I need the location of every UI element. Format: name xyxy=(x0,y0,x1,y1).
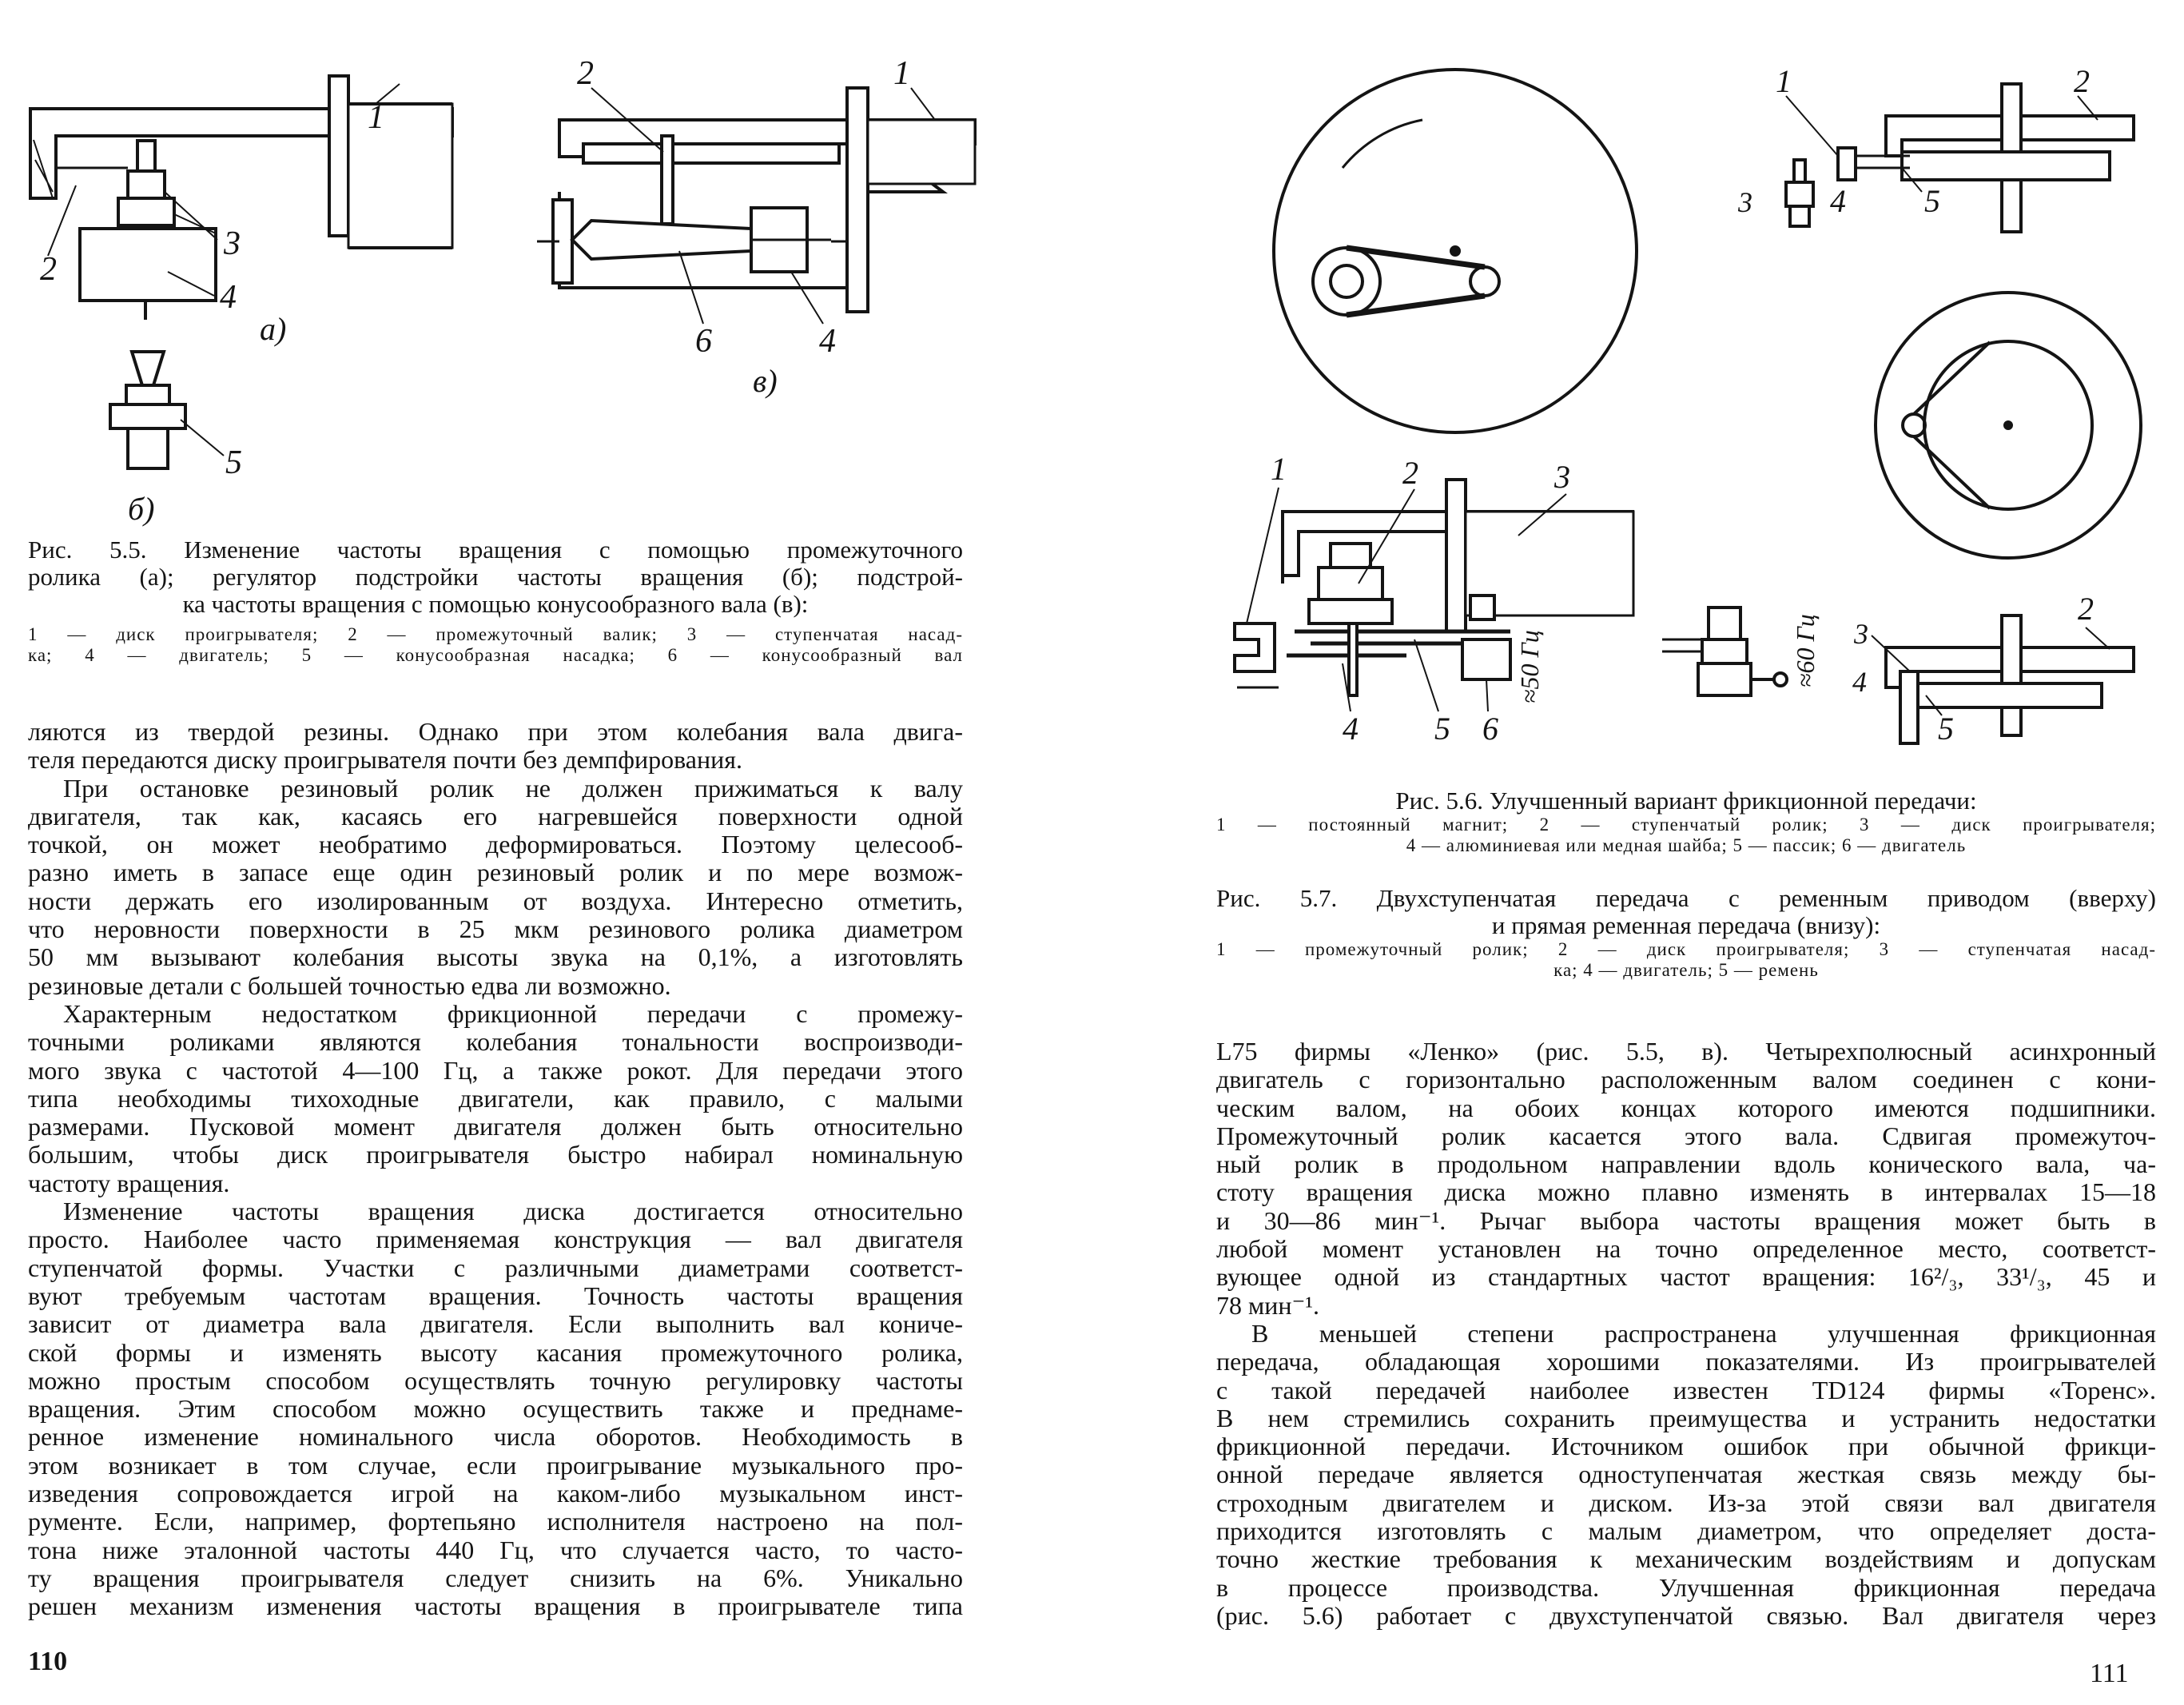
fig-a-label-2: 2 xyxy=(40,251,57,288)
caption-line: и прямая ременная передача (внизу): xyxy=(1491,911,1881,939)
figure-5-7-motor-and-side-view xyxy=(1662,591,2134,747)
caption-line: ролика (а); регулятор подстройки частоты вращения (б); подстрой- xyxy=(28,563,963,591)
text-line: любой момент установлен на точно определенное место, соответст- xyxy=(1216,1234,2156,1264)
text-line: и 30—86 мин⁻¹. Рычаг выбора частоты вращения может быть в xyxy=(1216,1205,2156,1235)
legend-line: 1 — постоянный магнит; 2 — ступенчатый ролик; 3 — диск проигрывателя; xyxy=(1216,815,2156,835)
text-line: Изменение частоты вращения диска достигается относительно xyxy=(63,1197,963,1226)
figure-5-5-caption xyxy=(28,536,963,666)
text-line: частоту вращения. xyxy=(28,1168,230,1197)
text-line: 50 мм вызывают колебания высоты звука на 0,1%, а изготовлять xyxy=(28,942,963,972)
text-line: ступенчатой формы. Участки с различными диаметрами соответст- xyxy=(28,1253,963,1282)
fig-5-6-label-2: 2 xyxy=(1402,455,1418,491)
text-line: можно простым способом осуществлять точную регулировку частоты xyxy=(28,1365,963,1395)
fig-5-7-bottom-label-4: 4 xyxy=(1852,666,1867,698)
fig-5-6-label-5: 5 xyxy=(1434,711,1450,747)
fig-b-caption-letter: б) xyxy=(128,491,155,527)
text-line: двигатель с горизонтально расположенным валом соединен с кони- xyxy=(1216,1065,2156,1094)
text-line: передача, обладающая хорошими показателями. Из проигрывателей xyxy=(1216,1347,2156,1376)
fig-5-6-label-4: 4 xyxy=(1343,711,1359,747)
text-line: точно жесткие требования к механическим воздействиям и допускам xyxy=(1216,1544,2156,1574)
text-line: двигателя, так как, касаясь его нагревшейся поверхности одной xyxy=(28,801,963,831)
text-line: В меньшей степени распространена улучшенная фрикционная xyxy=(1251,1318,2156,1348)
figure-5-7-caption xyxy=(1216,885,2156,981)
text-line: (рис. 5.6) работает с двухступенчатой связью. Вал двигателя через xyxy=(1216,1600,2156,1630)
fig-5-7-label-4: 4 xyxy=(1830,183,1846,219)
figure-5-7-top xyxy=(1737,63,2134,232)
fig-5-6-label-1: 1 xyxy=(1271,451,1287,487)
fig-5-7-label-3: 3 xyxy=(1738,186,1752,218)
fig-5-7-label-5: 5 xyxy=(1924,183,1940,219)
text-line: типа необходимы тихоходные двигатели, как правило, с малыми xyxy=(28,1083,963,1113)
fig-v-label-1: 1 xyxy=(893,55,910,92)
text-line: с такой передачей наиболее известен TD124 фирмы «Торенс». xyxy=(1216,1375,2156,1404)
text-line: В нем стремились сохранить преимущества и устранить недостатки xyxy=(1216,1403,2156,1432)
caption-line: Рис. 5.6. Улучшенный вариант фрикционной передачи: xyxy=(1395,787,1977,815)
text-line: большим, чтобы диск проигрывателя быстро набирал номинальную xyxy=(28,1140,963,1169)
legend-line: ка; 4 — двигатель; 5 — ремень xyxy=(1553,960,1819,980)
text-line: в процессе производства. Улучшенная фрикционная передача xyxy=(1216,1572,2156,1602)
text-line: ный ролик в продольном направлении вдоль конического вала, ча- xyxy=(1216,1149,2156,1179)
text-line: 78 мин⁻¹. xyxy=(1216,1290,1319,1320)
fig-b-label-5: 5 xyxy=(225,444,242,481)
fig-5-6-label-3: 3 xyxy=(1554,459,1570,495)
text-line: резиновые детали с большей точностью едва ли возможно. xyxy=(28,970,671,1000)
figure-5-6-caption xyxy=(1216,787,2156,856)
text-line: L75 фирмы «Ленко» (рис. 5.5, в). Четырехполюсный асинхронный xyxy=(1216,1037,2156,1066)
fig-5-7-bottom-label-3: 3 xyxy=(1854,618,1868,650)
figure-5-6-side-view xyxy=(1235,451,1634,747)
fig-5-7-label-1: 1 xyxy=(1776,63,1792,99)
left-page-body-text xyxy=(28,718,963,1621)
fig-5-7-frequency-label: ≈60 Гц xyxy=(1791,614,1820,687)
figure-5-5-a xyxy=(30,76,452,560)
legend-line: ка; 4 — двигатель; 5 — конусообразная насадка; 6 — конусообразный вал xyxy=(28,645,963,665)
text-line: точкой, он может необратимо деформироваться. Поэтому целесооб- xyxy=(28,830,963,859)
caption-line: ка частоты вращения с помощью конусообразного вала (в): xyxy=(182,590,809,618)
legend-line: 4 — алюминиевая или медная шайба; 5 — пассик; 6 — двигатель xyxy=(1406,835,1967,855)
text-line: строходным двигателем и диском. Из-за этой связи вал двигателя xyxy=(1216,1488,2156,1517)
text-line: вующее одной из стандартных частот вращения: 16²/₃, 33¹/₃, 45 и xyxy=(1216,1262,2156,1292)
text-line: ренное изменение номинального числа оборотов. Необходимость в xyxy=(28,1422,963,1452)
fig-v-caption-letter: в) xyxy=(753,363,778,399)
text-line: разно иметь в запасе еще один резиновый ролик и по мере возмож- xyxy=(28,858,963,887)
fig-5-6-label-6: 6 xyxy=(1482,711,1498,747)
text-line: ляются из твердой резины. Однако при этом колебания вала двига- xyxy=(28,717,963,746)
text-line: зависит от диаметра вала двигателя. Если выполнить вал кониче- xyxy=(28,1309,963,1339)
fig-a-caption-letter: а) xyxy=(260,311,287,347)
figure-5-7-bottom-top-view xyxy=(1876,293,2141,558)
caption-line: Рис. 5.5. Изменение частоты вращения с помощью промежуточного xyxy=(28,536,963,564)
text-line: рументе. Если, например, фортепьяно исполнителя настроено на пол- xyxy=(28,1507,963,1536)
text-line: онной передаче является одноступенчатая жесткая связь между бы- xyxy=(1216,1460,2156,1489)
text-line: Промежуточный ролик касается этого вала. Сдвигая промежуточ- xyxy=(1216,1121,2156,1150)
text-line: ту вращения проигрывателя следует снизить на 6%. Уникально xyxy=(28,1563,963,1592)
fig-v-label-4: 4 xyxy=(819,323,836,360)
caption-line: Рис. 5.7. Двухступенчатая передача с ременным приводом (вверху) xyxy=(1216,884,2156,912)
right-page-body-text xyxy=(1216,1038,2156,1630)
text-line: просто. Наиболее часто применяемая конструкция — вал двигателя xyxy=(28,1225,963,1254)
fig-a-label-4: 4 xyxy=(220,279,237,316)
text-line: вуют требуемым частотам вращения. Точность частоты вращения xyxy=(28,1281,963,1310)
page-number-right: 111 xyxy=(2090,1659,2129,1688)
legend-line: 1 — промежуточный ролик; 2 — диск проигрывателя; 3 — ступенчатая насад- xyxy=(1216,939,2156,959)
text-line: вращения. Этим способом можно осуществить также и преднаме- xyxy=(28,1394,963,1424)
fig-v-label-2: 2 xyxy=(577,55,594,92)
text-line: что неровности поверхности в 25 мкм резинового ролика диаметром xyxy=(28,914,963,944)
fig-a-label-1: 1 xyxy=(368,99,384,136)
text-line: изведения сопровождается игрой на каком-либо музыкальном инст- xyxy=(28,1479,963,1508)
legend-line: 1 — диск проигрывателя; 2 — промежуточный валик; 3 — ступенчатая насад- xyxy=(28,624,963,644)
text-line: ческим валом, на обоих концах которого имеются подшипники. xyxy=(1216,1093,2156,1122)
fig-a-label-3: 3 xyxy=(224,225,241,262)
fig-5-6-frequency-label: ≈50 Гц xyxy=(1515,630,1544,703)
text-line: точными роликами являются колебания тональности воспроизводи- xyxy=(28,1027,963,1057)
figure-5-5-v xyxy=(537,55,975,399)
text-line: фрикционной передачи. Источником ошибок при обычной фрикци- xyxy=(1216,1432,2156,1461)
fig-v-label-6: 6 xyxy=(695,323,712,360)
text-line: тона ниже эталонной частоты 440 Гц, что случается часто, то часто- xyxy=(28,1535,963,1564)
text-line: ности держать его изолированным от воздуха. Интересно отметить, xyxy=(28,886,963,915)
text-line: ской формы и изменять высоту касания промежуточного ролика, xyxy=(28,1337,963,1367)
text-line: мого звука с частотой 4—100 Гц, а также рокот. Для передачи этого xyxy=(28,1055,963,1085)
figure-5-5-b xyxy=(110,352,242,527)
text-line: этом возникает в том случае, если проигрывание музыкального про- xyxy=(28,1450,963,1480)
page-number-left: 110 xyxy=(28,1647,68,1676)
text-line: Характерным недостатком фрикционной передачи с промежу- xyxy=(63,998,963,1028)
text-line: решен механизм изменения частоты вращения в проигрывателе типа xyxy=(28,1591,963,1621)
fig-5-7-label-2: 2 xyxy=(2074,63,2090,99)
text-line: размерами. Пусковой момент двигателя должен быть относительно xyxy=(28,1112,963,1141)
fig-5-7-bottom-label-2: 2 xyxy=(2078,591,2094,627)
fig-5-7-bottom-label-5: 5 xyxy=(1938,711,1954,747)
text-line: теля передаются диску проигрывателя почти без демпфирования. xyxy=(28,745,742,775)
text-line: При остановке резиновый ролик не должен прижиматься к валу xyxy=(63,773,963,803)
text-line: приходится изготовлять с малым диаметром, что определяет доста- xyxy=(1216,1516,2156,1546)
text-line: стоту вращения диска можно плавно изменять в интервалах 15—18 xyxy=(1216,1177,2156,1207)
figure-5-6-top-view xyxy=(1274,70,1637,432)
